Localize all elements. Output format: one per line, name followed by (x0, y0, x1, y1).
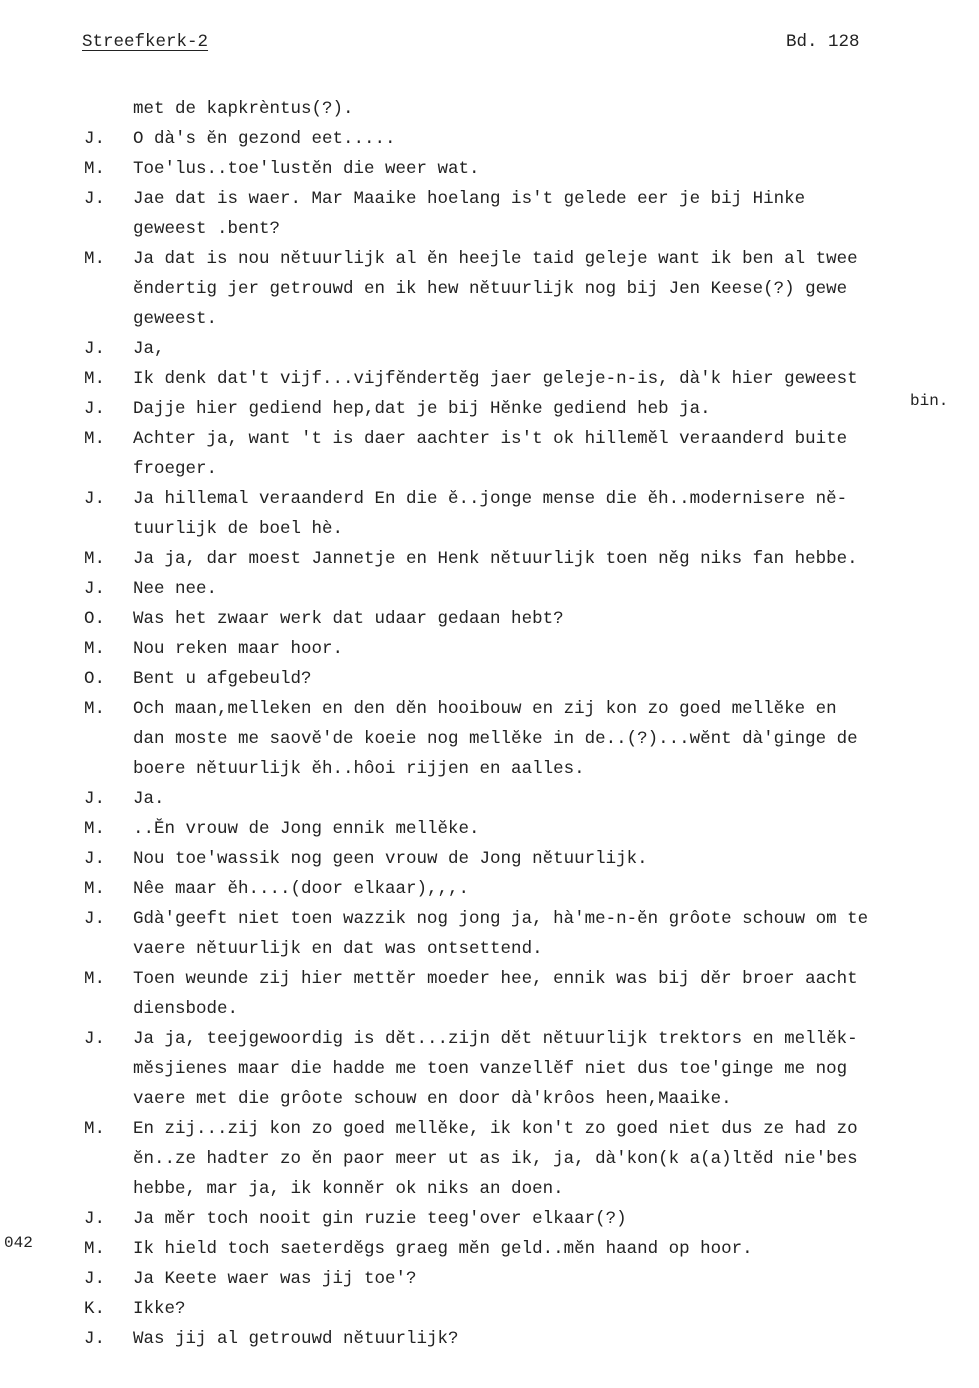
utterance (133, 664, 312, 694)
utterance (133, 1114, 858, 1204)
speaker-label: J. (84, 789, 106, 809)
utterance-line: mĕsjienes maar die hadde me toen vanzellĕf niet dus toe'ginge me nog (133, 1059, 848, 1079)
utterance-line: ĕndertig jer getrouwd en ik hew nĕtuurlijk nog bij Jen Keese(?) gewe (133, 279, 848, 299)
speaker-label: J. (84, 1029, 106, 1049)
transcript-entry (0, 1234, 979, 1264)
transcript-entry (0, 604, 979, 634)
speaker-label (0, 94, 133, 124)
utterance-line: Nou reken maar hoor. (133, 639, 344, 659)
transcript-entry (0, 1294, 979, 1324)
speaker-label: K. (84, 1299, 106, 1319)
utterance-line: Och maan,melleken en den dĕn hooibouw en zij kon zo goed mellĕke en (133, 699, 837, 719)
transcript-entry (0, 484, 979, 544)
transcript-entry (0, 844, 979, 874)
document-title: Streefkerk-2 (82, 32, 209, 52)
utterance (133, 634, 343, 664)
transcript-entry (0, 244, 979, 334)
utterance (133, 964, 858, 1024)
transcript-entry (0, 94, 979, 124)
utterance (133, 814, 480, 844)
utterance-line: Ja ja, teejgewoordig is dĕt...zijn dĕt nĕtuurlijk trektors en mellĕk- (133, 1029, 858, 1049)
speaker-label: M. (84, 819, 106, 839)
utterance-line: ..Ĕn vrouw de Jong ennik mellĕke. (133, 819, 480, 839)
handwritten-note: bin. (910, 392, 949, 410)
utterance-line: dan moste me saovĕ'de koeie nog mellĕke in de..(?)...wĕnt dà'ginge de (133, 729, 858, 749)
transcript-entry (0, 1264, 979, 1294)
speaker-label: J. (84, 1269, 106, 1289)
utterance (133, 484, 847, 544)
speaker-label: O. (84, 609, 106, 629)
utterance-line: Nee nee. (133, 579, 218, 599)
utterance (133, 124, 396, 154)
speaker-label: M. (84, 699, 106, 719)
utterance-line: Ja mĕr toch nooit gin ruzie teeg'over elkaar(?) (133, 1209, 627, 1229)
utterance (133, 184, 805, 244)
speaker-label: J. (84, 579, 106, 599)
utterance-line: Ik hield toch saeterdĕgs graeg mĕn geld..mĕn haand op hoor. (133, 1239, 753, 1259)
speaker-label: M. (84, 249, 106, 269)
utterance (133, 574, 217, 604)
utterance (133, 244, 858, 334)
utterance-line: hebbe, mar ja, ik konnĕr ok niks an doen. (133, 1179, 564, 1199)
utterance (133, 424, 847, 484)
speaker-label: M. (84, 879, 106, 899)
utterance-line: vaere met die grôote schouw en door dà'krôos heen,Maaike. (133, 1089, 732, 1109)
utterance (133, 394, 711, 424)
utterance (133, 1024, 858, 1114)
transcript-entry (0, 364, 979, 394)
speaker-label: M. (84, 429, 106, 449)
utterance (133, 694, 858, 784)
utterance-line: met de kapkrèntus(?). (133, 99, 354, 119)
utterance-line: vaere nĕtuurlijk en dat was ontsettend. (133, 939, 543, 959)
transcript-body (0, 94, 979, 1354)
speaker-label: J. (84, 1209, 106, 1229)
speaker-label: J. (84, 339, 106, 359)
speaker-label: M. (84, 369, 106, 389)
transcript-entry (0, 874, 979, 904)
transcript-entry (0, 784, 979, 814)
utterance-line: Ja Keete waer was jij toe'? (133, 1269, 417, 1289)
speaker-label: J. (84, 129, 106, 149)
transcript-entry (0, 334, 979, 364)
utterance (133, 334, 165, 364)
speaker-label: M. (84, 1239, 106, 1259)
speaker-label: J. (84, 189, 106, 209)
speaker-label: J. (84, 1329, 106, 1349)
utterance-line: Gdà'geeft niet toen wazzik nog jong ja, hà'me-n-ĕn grôote schouw om te (133, 909, 869, 929)
transcript-entry (0, 1324, 979, 1354)
transcript-entry (0, 184, 979, 244)
transcript-entry (0, 424, 979, 484)
speaker-label: M. (84, 159, 106, 179)
transcript-entry (0, 694, 979, 784)
utterance (133, 874, 469, 904)
utterance (133, 1324, 459, 1354)
utterance-line: En zij...zij kon zo goed mellĕke, ik kon't zo goed niet dus ze had zo (133, 1119, 858, 1139)
utterance-line: Achter ja, want 't is daer aachter is't ok hillemĕl veraanderd buite (133, 429, 848, 449)
utterance-line: Jae dat is waer. Mar Maaike hoelang is't gelede eer je bij Hinke (133, 189, 806, 209)
transcript-entry (0, 1204, 979, 1234)
utterance-line: geweest. (133, 309, 218, 329)
speaker-label: J. (84, 849, 106, 869)
margin-note: 042 (4, 1234, 33, 1252)
transcript-entry (0, 574, 979, 604)
transcript-entry (0, 904, 979, 964)
utterance (133, 904, 868, 964)
utterance-line: Ja hillemal veraanderd En die ĕ..jonge mense die ĕh..modernisere nĕ- (133, 489, 848, 509)
utterance-line: Toe'lus..toe'lustĕn die weer wat. (133, 159, 480, 179)
transcript-entry (0, 1114, 979, 1204)
transcript-entry (0, 664, 979, 694)
utterance (133, 154, 480, 184)
utterance-line: Dajje hier gediend hep,dat je bij Hĕnke gediend heb ja. (133, 399, 711, 419)
utterance (133, 604, 564, 634)
utterance-line: froeger. (133, 459, 218, 479)
utterance (133, 544, 858, 574)
utterance-line: ĕn..ze hadter zo ĕn paor meer ut as ik, ja, dà'kon(k a(a)ltĕd nie'bes (133, 1149, 858, 1169)
utterance (133, 784, 165, 814)
transcript-entry (0, 814, 979, 844)
speaker-label: J. (84, 489, 106, 509)
utterance (133, 1294, 186, 1324)
speaker-label: M. (84, 549, 106, 569)
utterance-line: diensbode. (133, 999, 239, 1019)
utterance (133, 844, 648, 874)
utterance-line: Nou toe'wassik nog geen vrouw de Jong nĕtuurlijk. (133, 849, 648, 869)
utterance-line: Bent u afgebeuld? (133, 669, 312, 689)
utterance-line: Ja, (133, 339, 165, 359)
utterance-line: Ikke? (133, 1299, 186, 1319)
speaker-label: M. (84, 1119, 106, 1139)
transcript-entry (0, 154, 979, 184)
speaker-label: O. (84, 669, 106, 689)
utterance-line: Ik denk dat't vijf...vijfĕndertĕg jaer geleje-n-is, dà'k hier geweest (133, 369, 858, 389)
utterance-line: O dà's ĕn gezond eet..... (133, 129, 396, 149)
utterance-line: Toen weunde zij hier mettĕr moeder hee, ennik was bij dĕr broer aacht (133, 969, 858, 989)
speaker-label: M. (84, 639, 106, 659)
utterance-line: geweest .bent? (133, 219, 281, 239)
speaker-label: J. (84, 909, 106, 929)
utterance (133, 364, 858, 394)
transcript-entry (0, 964, 979, 1024)
page-number: Bd. 128 (786, 32, 860, 52)
utterance-line: Ja. (133, 789, 165, 809)
utterance (133, 1234, 753, 1264)
utterance-line: Ja ja, dar moest Jannetje en Henk nĕtuurlijk toen nĕg niks fan hebbe. (133, 549, 858, 569)
utterance-line: boere nĕtuurlijk ĕh..hôoi rijjen en aalles. (133, 759, 585, 779)
utterance-line: Was jij al getrouwd nĕtuurlijk? (133, 1329, 459, 1349)
utterance-line: Was het zwaar werk dat udaar gedaan hebt? (133, 609, 564, 629)
utterance-line: Nêe maar ĕh....(door elkaar),,,. (133, 879, 470, 899)
speaker-label: M. (84, 969, 106, 989)
transcript-entry (0, 124, 979, 154)
utterance (133, 1264, 417, 1294)
transcript-entry (0, 544, 979, 574)
transcript-entry (0, 394, 979, 424)
transcript-entry (0, 1024, 979, 1114)
utterance-line: tuurlijk de boel hè. (133, 519, 344, 539)
utterance-line: Ja dat is nou nĕtuurlijk al ĕn heejle taid geleje want ik ben al twee (133, 249, 858, 269)
utterance (133, 1204, 627, 1234)
utterance (133, 94, 354, 124)
transcript-entry (0, 634, 979, 664)
speaker-label: J. (84, 399, 106, 419)
